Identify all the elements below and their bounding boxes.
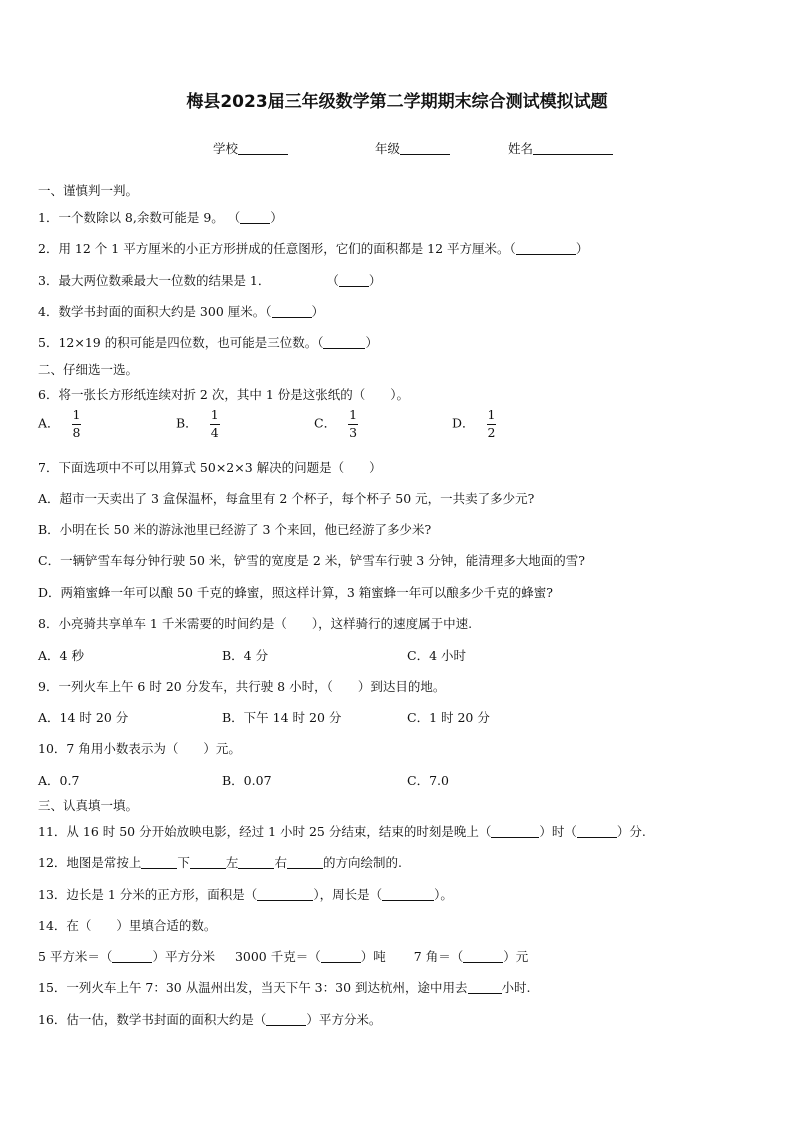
school-field: [213, 139, 288, 157]
grade-blank[interactable]: [400, 141, 450, 155]
answer-blank[interactable]: [463, 949, 503, 963]
q6-option-d[interactable]: D． $\frac{1}{2}$: [452, 407, 496, 440]
q10-option-b[interactable]: B．0.07: [222, 773, 272, 788]
page-title: 梅县2023届三年级数学第二学期期末综合测试模拟试题: [186, 92, 608, 112]
q8-option-b[interactable]: B．4 分: [222, 648, 269, 663]
question-6: 6．将一张长方形纸连续对折 2 次，其中 1 份是这张纸的（ ）。: [38, 387, 410, 402]
q7-option-a[interactable]: A．超市一天卖出了 3 盒保温杯，每盒里有 2 个杯子，每个杯子 50 元，一共卖了多少元?: [38, 491, 535, 506]
q9-option-a[interactable]: A．14 时 20 分: [38, 710, 129, 725]
q8-option-c[interactable]: C．4 小时: [407, 648, 466, 663]
q6-option-c[interactable]: C． $\frac{1}{3}$: [314, 407, 358, 440]
name-blank[interactable]: [533, 141, 613, 155]
question-11: 11．从 16 时 50 分开始放映电影，经过 1 小时 25 分结束，结束的时刻是晚上（ ）时（ ）分.: [38, 824, 646, 839]
question-2: 2．用 12 个 1 平方厘米的小正方形拼成的任意图形，它们的面积都是 12 平方厘米。（ ）: [38, 241, 589, 256]
answer-blank[interactable]: [141, 855, 177, 869]
answer-blank[interactable]: [382, 887, 434, 901]
answer-blank[interactable]: [287, 855, 323, 869]
question-3: 3．最大两位数乘最大一位数的结果是 1． （ ）: [38, 273, 382, 288]
q10-option-a[interactable]: A．0.7: [38, 773, 80, 788]
answer-blank[interactable]: [240, 210, 270, 224]
grade-label: 年级: [375, 141, 401, 156]
question-15: 15．一列火车上午 7：30 从温州出发，当天下午 3：30 到达杭州，途中用去 小时.: [38, 980, 531, 995]
answer-blank[interactable]: [272, 304, 312, 318]
q9-option-c[interactable]: C．1 时 20 分: [407, 710, 490, 725]
answer-blank[interactable]: [238, 855, 274, 869]
school-blank[interactable]: [238, 141, 288, 155]
section-3-heading: 三、认真填一填。: [38, 798, 139, 813]
answer-blank[interactable]: [266, 1012, 306, 1026]
q8-option-a[interactable]: A．4 秒: [38, 648, 84, 663]
question-13: 13．边长是 1 分米的正方形，面积是（ ），周长是（ ）。: [38, 887, 453, 902]
answer-blank[interactable]: [190, 855, 226, 869]
answer-blank[interactable]: [468, 980, 502, 994]
answer-blank[interactable]: [339, 273, 369, 287]
answer-blank[interactable]: [112, 949, 152, 963]
question-16: 16．估一估，数学书封面的面积大约是（ ）平方分米。: [38, 1012, 382, 1027]
question-12: 12．地图是常按上 下 左 右 的方向绘制的.: [38, 855, 402, 870]
q7-option-b[interactable]: B．小明在长 50 米的游泳池里已经游了 3 个来回，他已经游了多少米?: [38, 522, 432, 537]
grade-field: [375, 139, 450, 157]
q7-option-c[interactable]: C．一辆铲雪车每分钟行驶 50 米，铲雪的宽度是 2 米，铲雪车行驶 3 分钟，能清理多大地面的雪?: [38, 553, 585, 568]
fraction: $\frac{1}{2}$: [487, 407, 496, 440]
question-10: 10．7 角用小数表示为（ ）元。: [38, 741, 241, 756]
q6-option-b[interactable]: B． $\frac{1}{4}$: [176, 407, 219, 440]
question-5: 5．12×19 的积可能是四位数，也可能是三位数。（ ）: [38, 335, 378, 350]
name-label: 姓名: [508, 141, 534, 156]
q7-option-d[interactable]: D．两箱蜜蜂一年可以酿 50 千克的蜂蜜，照这样计算，3 箱蜜蜂一年可以酿多少千克的蜂蜜?: [38, 585, 554, 600]
question-7: 7．下面选项中不可以用算式 50×2×3 解决的问题是（ ）: [38, 460, 382, 475]
answer-blank[interactable]: [257, 887, 313, 901]
section-1-heading: 一、谨慎判一判。: [38, 183, 139, 198]
section-2-heading: 二、仔细选一选。: [38, 362, 139, 377]
fraction: $\frac{1}{3}$: [349, 407, 358, 440]
question-8: 8．小亮骑共享单车 1 千米需要的时间约是（ ），这样骑行的速度属于中速.: [38, 616, 473, 631]
answer-blank[interactable]: [491, 824, 539, 838]
name-field: [508, 139, 613, 157]
question-9: 9．一列火车上午 6 时 20 分发车，共行驶 8 小时，（ ）到达目的地。: [38, 679, 446, 694]
q6-option-a[interactable]: A． $\frac{1}{8}$: [38, 407, 81, 440]
answer-blank[interactable]: [516, 241, 576, 255]
answer-blank[interactable]: [323, 335, 365, 349]
question-14: 14．在（ ）里填合适的数。: [38, 918, 217, 933]
q10-option-c[interactable]: C．7.0: [407, 773, 449, 788]
q9-option-b[interactable]: B．下午 14 时 20 分: [222, 710, 342, 725]
answer-blank[interactable]: [577, 824, 617, 838]
q14-items: 5 平方米＝（ ）平方分米 3000 千克＝（ ）吨 7 角＝（ ）元: [38, 949, 529, 964]
answer-blank[interactable]: [321, 949, 361, 963]
fraction: $\frac{1}{4}$: [210, 407, 219, 440]
question-4: 4．数学书封面的面积大约是 300 厘米。（ ）: [38, 304, 325, 319]
school-label: 学校: [213, 141, 239, 156]
fraction: $\frac{1}{8}$: [72, 407, 81, 440]
question-1: 1．一个数除以 8,余数可能是 9。 （ ）: [38, 210, 283, 225]
